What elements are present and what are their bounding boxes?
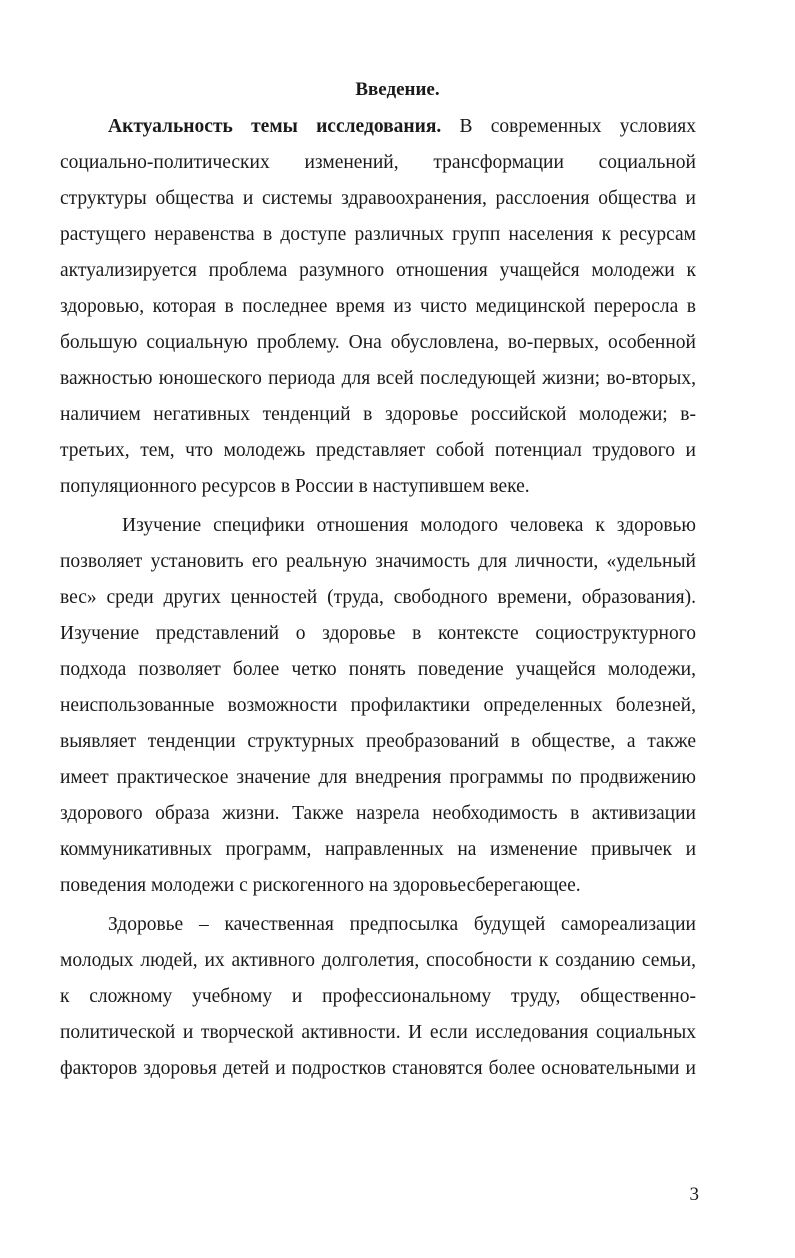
paragraph-2-line-1: Изучение специфики отношения молодого человека к здоровью bbox=[122, 515, 696, 536]
paragraph-1-line-2: социально-политических изменений, трансформации социальной bbox=[60, 152, 696, 173]
paragraph-3-line-1: Здоровье – качественная предпосылка будущей самореализации bbox=[108, 914, 696, 935]
paragraph-1-line-11: популяционного ресурсов в России в наступившем веке. bbox=[60, 476, 530, 497]
paragraph-2-line-4: Изучение представлений о здоровье в контексте социоструктурного bbox=[60, 623, 696, 644]
paragraph-2-line-3: вес» среди других ценностей (труда, свободного времени, образования). bbox=[60, 587, 696, 608]
paragraph-1-line-9: наличием негативных тенденций в здоровье российской молодежи; в- bbox=[60, 404, 696, 425]
paragraph-1-line-5: актуализируется проблема разумного отношения учащейся молодежи к bbox=[60, 260, 696, 281]
paragraph-2-line-7: выявляет тенденции структурных преобразований в обществе, а также bbox=[60, 731, 696, 752]
paragraph-1-line-4: растущего неравенства в доступе различных групп населения к ресурсам bbox=[60, 224, 696, 245]
paragraph-1-line-6: здоровью, которая в последнее время из чисто медицинской переросла в bbox=[60, 296, 696, 317]
paragraph-1-line-1 bbox=[108, 115, 696, 139]
paragraph-2-line-5: подхода позволяет более четко понять поведение учащейся молодежи, bbox=[60, 659, 696, 680]
paragraph-3-line-3: к сложному учебному и профессиональному труду, общественно- bbox=[60, 986, 696, 1007]
relevance-heading: Актуальность темы исследования. bbox=[108, 116, 442, 137]
paragraph-1-line-3: структуры общества и системы здравоохранения, расслоения общества и bbox=[60, 188, 696, 209]
paragraph-2-line-6: неиспользованные возможности профилактики определенных болезней, bbox=[60, 695, 696, 716]
paragraph-1-line-1-text: В современных условиях bbox=[441, 116, 696, 137]
paragraph-3-line-4: политической и творческой активности. И если исследования социальных bbox=[60, 1022, 696, 1043]
paragraph-1-line-10: третьих, тем, что молодежь представляет собой потенциал трудового и bbox=[60, 440, 696, 461]
paragraph-2-line-8: имеет практическое значение для внедрения программы по продвижению bbox=[60, 767, 696, 788]
paragraph-3-line-5: факторов здоровья детей и подростков становятся более основательными и bbox=[60, 1058, 696, 1079]
page-number: 3 bbox=[689, 1184, 699, 1205]
paragraph-1-line-8: важностью юношеского периода для всей последующей жизни; во-вторых, bbox=[60, 368, 696, 389]
paragraph-2-line-9: здорового образа жизни. Также назрела необходимость в активизации bbox=[60, 803, 696, 824]
paragraph-2-line-2: позволяет установить его реальную значимость для личности, «удельный bbox=[60, 551, 696, 572]
paragraph-2-line-11: поведения молодежи с рискогенного на здоровьесберегающее. bbox=[60, 875, 581, 896]
paragraph-2-line-10: коммуникативных программ, направленных на изменение привычек и bbox=[60, 839, 696, 860]
paragraph-3-line-2: молодых людей, их активного долголетия, способности к созданию семьи, bbox=[60, 950, 696, 971]
page-title: Введение. bbox=[355, 79, 440, 100]
paragraph-1-line-7: большую социальную проблему. Она обусловлена, во-первых, особенной bbox=[60, 332, 696, 353]
